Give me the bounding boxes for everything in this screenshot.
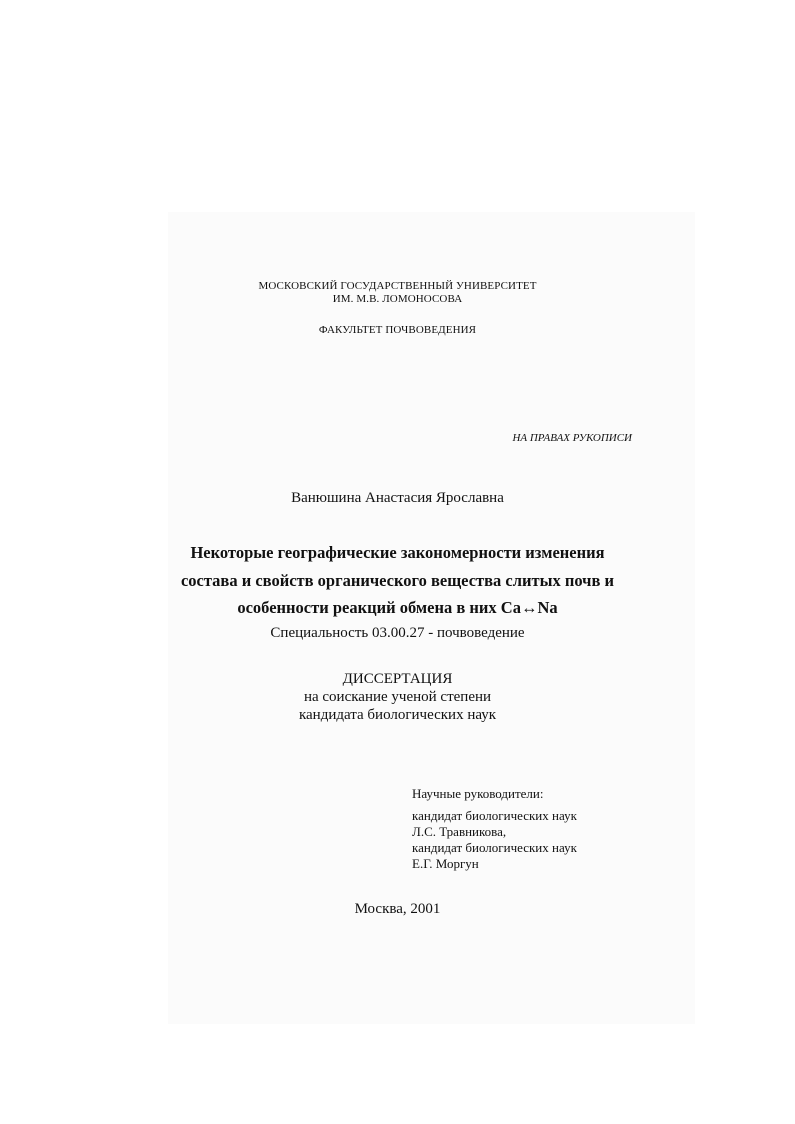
dissertation-label: ДИССЕРТАЦИЯ [342, 671, 453, 687]
dissertation-purpose-line-1: на соискание ученой степени [303, 689, 492, 705]
author-name: Ванюшина Анастасия Ярославна [291, 490, 504, 506]
supervisor-line-3: кандидат биологических наук [412, 840, 577, 855]
university-name: МОСКОВСКИЙ ГОСУДАРСТВЕННЫЙ УНИВЕРСИТЕТ [258, 280, 537, 292]
supervisor-line-4: Е.Г. Моргун [412, 856, 479, 871]
supervisor-line-1: кандидат биологических наук [412, 808, 577, 823]
place-and-year: Москва, 2001 [354, 901, 441, 917]
university-named-after: ИМ. М.В. ЛОМОНОСОВА [332, 293, 463, 305]
dissertation-purpose-line-2: кандидата биологических наук [298, 707, 497, 723]
manuscript-rights-note: НА ПРАВАХ РУКОПИСИ [512, 432, 632, 444]
title-line-3: особенности реакций обмена в них Ca↔Na [237, 598, 558, 617]
faculty-name: ФАКУЛЬТЕТ ПОЧВОВЕДЕНИЯ [318, 324, 477, 336]
supervisors-heading: Научные руководители: [412, 786, 544, 801]
specialty: Специальность 03.00.27 - почвоведение [270, 625, 525, 641]
title-line-1: Некоторые географические закономерности изменения [190, 543, 605, 562]
title-line-2: состава и свойств органического вещества слитых почв и [180, 571, 615, 590]
supervisor-line-2: Л.С. Травникова, [412, 824, 507, 839]
